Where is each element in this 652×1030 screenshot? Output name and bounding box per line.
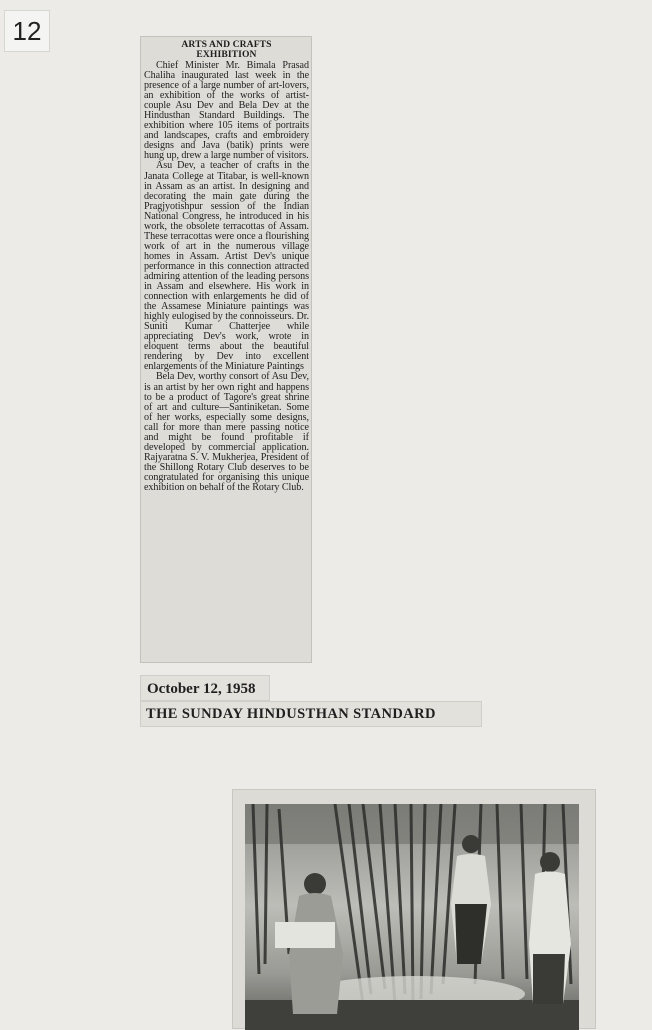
date-clipping: October 12, 1958 xyxy=(140,675,270,701)
article-paragraph-2: Asu Dev, a teacher of crafts in the Janata College at Titabar, is well-known in Assam as an artist. In designing and decorating the main gate during the Pragjyotishpur session of the Indian National Congress, he introduced in his work, the obsolete terracottas of Assam. These terracottas were once a flourishing work of art in the numerous village homes in Assam. Artist Dev's unique performance in this connection attracted admiring attention of the leading persons in Assam and elsewhere. His work in connection with enlargements he did of the Assamese Miniature paintings was highly eulogised by the connoisseurs. Dr. Suniti Kumar Chatterjee while appreciating Dev's work, wrote in eloquent terms about the beautiful rendering by Dev into excellent enlargements of the Miniature Paintings xyxy=(144,160,309,373)
article-paragraph-3: Bela Dev, worthy consort of Asu Dev, is an artist by her own right and happens to be a product of Tagore's great shrine of art and culture—Santiniketan. Some of her works, especially some designs, call for more than mere passing notice and might be found profitable if developed by commercial application. Rajyaratna S. V. Mukherjea, President of the Shillong Rotary Club deserves to be congratulated for organising this unique exhibition on behalf of the Rotary Club. xyxy=(144,371,309,493)
article-title-line-1: ARTS AND CRAFTS xyxy=(181,39,272,50)
newspaper-clipping xyxy=(140,36,312,663)
article-paragraph-1: Chief Minister Mr. Bimala Prasad Chaliha inaugurated last week in the presence of a large number of art-lovers, an exhibition of the works of artist-couple Asu Dev and Bela Dev at the Hindusthan Standard Buildings. The exhibition where 105 items of portraits and landscapes, crafts and embroidery designs and Java (batik) prints were hung up, drew a large number of visitors. xyxy=(144,60,309,162)
photo-mount xyxy=(232,789,596,1029)
photograph xyxy=(245,804,579,1030)
article-title-line-2: EXHIBITION xyxy=(196,49,257,60)
photograph-image xyxy=(245,804,579,1030)
article-title xyxy=(144,40,309,60)
newspaper-name-clipping: THE SUNDAY HINDUSTHAN STANDARD xyxy=(140,701,482,727)
page-number: 12 xyxy=(4,10,50,52)
